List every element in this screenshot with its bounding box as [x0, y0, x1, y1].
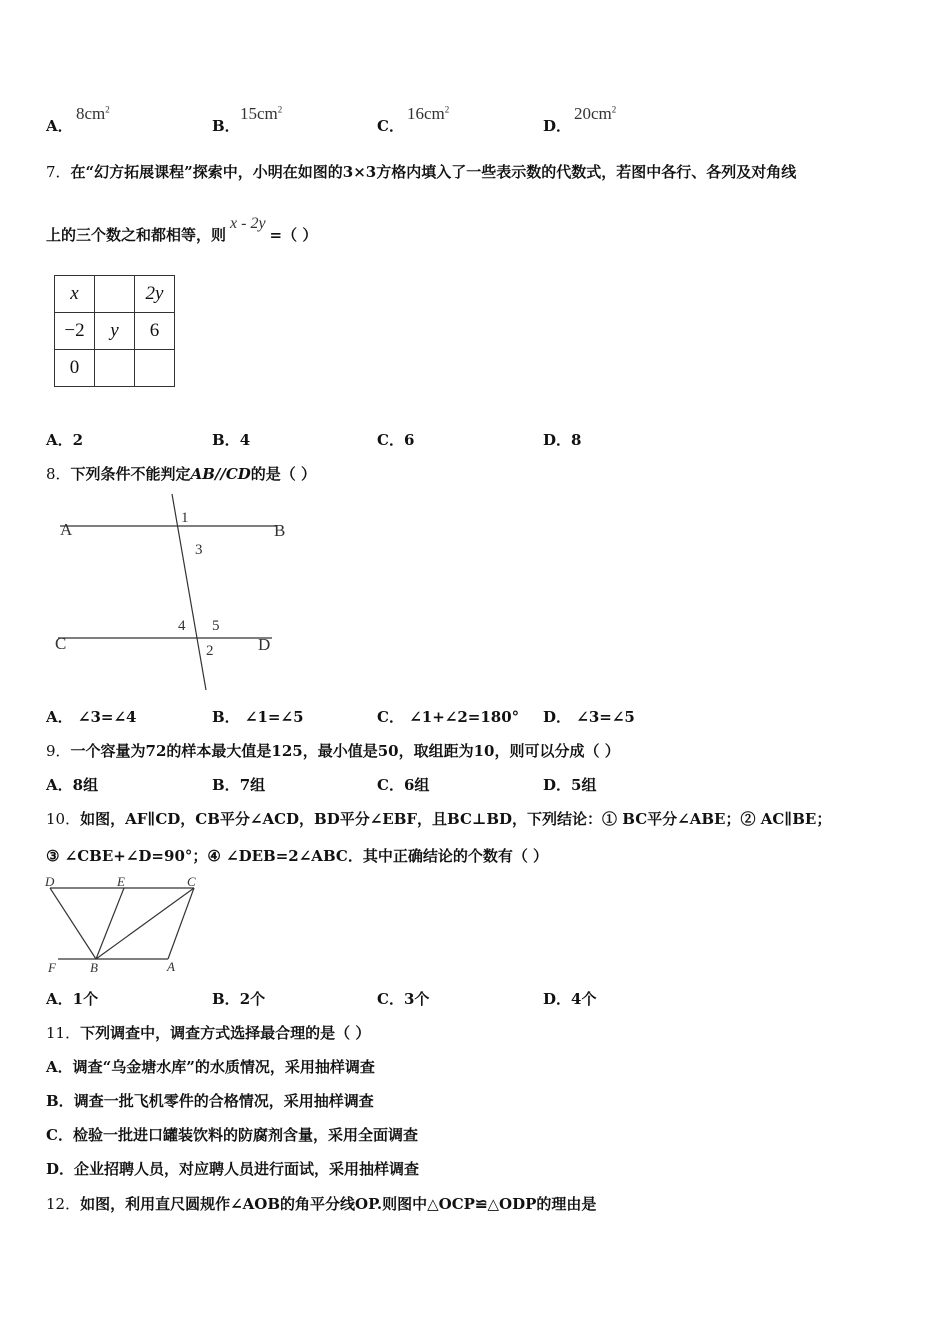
- q7-expression: x - 2y: [230, 215, 266, 232]
- q10-line1: 10．如图，AF∥CD，CB平分∠ACD，BD平分∠EBF，且BC⊥BD，下列结论：① BC平分∠ABE；② AC∥BE；: [46, 810, 832, 828]
- q10-line2: ③ ∠CBE+∠D=90°；④ ∠DEB=2∠ABC．其中正确结论的个数有（ ）: [46, 847, 549, 865]
- label-c: C: [55, 634, 67, 653]
- q8-parallel-lines-figure: [50, 490, 300, 692]
- q9-option-d: D．5组: [543, 776, 597, 794]
- label-c: C: [187, 874, 196, 889]
- q7-line2: 上的三个数之和都相等，则x - 2y=（ ）: [46, 215, 318, 244]
- q6-option-c: C．: [377, 117, 404, 135]
- q6-option-d: D．: [543, 117, 572, 135]
- label-f: F: [48, 960, 56, 975]
- label-d: D: [45, 874, 55, 889]
- transversal: [172, 494, 206, 690]
- angle-4: 4: [178, 618, 186, 634]
- label-b: B: [90, 960, 98, 975]
- q10-option-a: A．1个: [46, 990, 99, 1008]
- q11-question: 11．下列调查中，调查方式选择最合理的是（ ）: [46, 1024, 371, 1042]
- q6-option-b: B．: [212, 117, 240, 135]
- q7-cell: [135, 350, 175, 387]
- label-e: E: [117, 874, 125, 889]
- q7-cell: 2y: [135, 276, 175, 313]
- q7-cell: [95, 276, 135, 313]
- q6-option-a: A．: [46, 117, 73, 135]
- q7-cell: −2: [55, 313, 95, 350]
- label-a: A: [60, 520, 73, 539]
- q7-cell: [95, 350, 135, 387]
- q10-figure: [44, 872, 206, 976]
- q8-option-d: D． ∠3=∠5: [543, 708, 635, 726]
- angle-2: 2: [206, 643, 214, 659]
- q7-option-a: A．2: [46, 431, 84, 449]
- angle-5: 5: [212, 618, 220, 634]
- q10-option-b: B．2个: [212, 990, 266, 1008]
- angle-3: 3: [195, 542, 203, 558]
- label-d: D: [258, 635, 271, 654]
- q7-option-b: B．4: [212, 431, 251, 449]
- q11-option-b: B．调查一批飞机零件的合格情况，采用抽样调查: [46, 1092, 374, 1110]
- angle-1: 1: [181, 510, 189, 526]
- q11-option-d: D．企业招聘人员，对应聘人员进行面试，采用抽样调查: [46, 1160, 420, 1178]
- q8-option-a: A． ∠3=∠4: [46, 708, 137, 726]
- q10-option-c: C．3个: [377, 990, 430, 1008]
- q11-option-c: C．检验一批进口罐装饮料的防腐剂含量，采用全面调查: [46, 1126, 418, 1144]
- q11-option-a: A．调查“乌金塘水库”的水质情况，采用抽样调查: [46, 1058, 375, 1076]
- q7-option-c: C．6: [377, 431, 415, 449]
- q6-option-c-value: $16cm^2$: [407, 104, 450, 123]
- q10-option-d: D．4个: [543, 990, 597, 1008]
- q7-cell: x: [55, 276, 95, 313]
- q6-option-a-value: $8cm^2$: [76, 104, 110, 123]
- q7-option-d: D．8: [543, 431, 582, 449]
- label-b: B: [274, 521, 286, 540]
- label-a: A: [167, 959, 175, 974]
- q7-cell: 6: [135, 313, 175, 350]
- q6-option-b-value: $15cm^2$: [240, 104, 283, 123]
- q9-option-c: C．6组: [377, 776, 430, 794]
- q7-cell: y: [95, 313, 135, 350]
- q9-option-a: A．8组: [46, 776, 99, 794]
- q7-magic-square: [54, 275, 175, 387]
- q12-question: 12．如图，利用直尺圆规作∠AOB的角平分线OP.则图中△OCP≌△ODP的理由是: [46, 1195, 597, 1213]
- q8-option-b: B． ∠1=∠5: [212, 708, 304, 726]
- q7-line1: 7．在“幻方拓展课程”探索中，小明在如图的3×3方格内填入了一些表示数的代数式，若图中各行、各列及对角线: [46, 163, 797, 181]
- q7-cell: 0: [55, 350, 95, 387]
- q8-option-c: C． ∠1+∠2=180°: [377, 708, 520, 726]
- q9-option-b: B．7组: [212, 776, 266, 794]
- q9-question: 9．一个容量为72的样本最大值是125，最小值是50，取组距为10，则可以分成（ ）: [46, 742, 620, 760]
- q6-option-d-value: $20cm^2$: [574, 104, 617, 123]
- q8-question: 8．下列条件不能判定AB//CD的是（ ）: [46, 465, 317, 483]
